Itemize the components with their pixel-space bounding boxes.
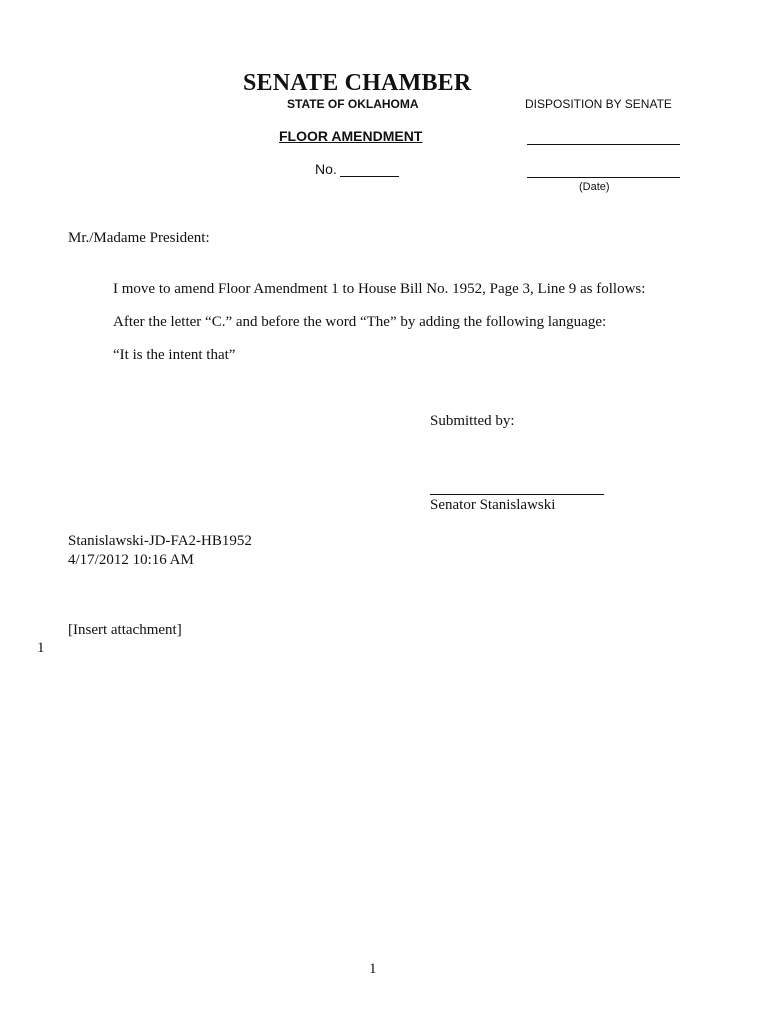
salutation: Mr./Madame President: (68, 230, 210, 246)
line-number: 1 (37, 640, 45, 656)
document-title: SENATE CHAMBER (243, 70, 472, 96)
floor-amendment-heading: FLOOR AMENDMENT (279, 128, 423, 144)
senator-name: Senator Stanislawski (430, 497, 556, 513)
date-label: (Date) (579, 181, 610, 193)
document-id: Stanislawski-JD-FA2-HB1952 (68, 533, 252, 549)
insertion-location-line: After the letter “C.” and before the word “The” by adding the following language: (113, 314, 607, 330)
attachment-placeholder: [Insert attachment] (68, 622, 182, 638)
inserted-language-line: “It is the intent that” (113, 347, 236, 363)
disposition-blank (527, 144, 680, 145)
state-label: STATE OF OKLAHOMA (287, 97, 419, 111)
motion-line: I move to amend Floor Amendment 1 to House Bill No. 1952, Page 3, Line 9 as follows: (113, 281, 646, 297)
amendment-number-label: No. (315, 161, 337, 177)
disposition-label: DISPOSITION BY SENATE (525, 97, 672, 111)
amendment-number-blank (340, 176, 399, 177)
page-number: 1 (369, 961, 377, 977)
date-blank (527, 177, 680, 178)
document-timestamp: 4/17/2012 10:16 AM (68, 552, 194, 568)
submitted-by-label: Submitted by: (430, 413, 515, 429)
signature-line (430, 494, 604, 495)
